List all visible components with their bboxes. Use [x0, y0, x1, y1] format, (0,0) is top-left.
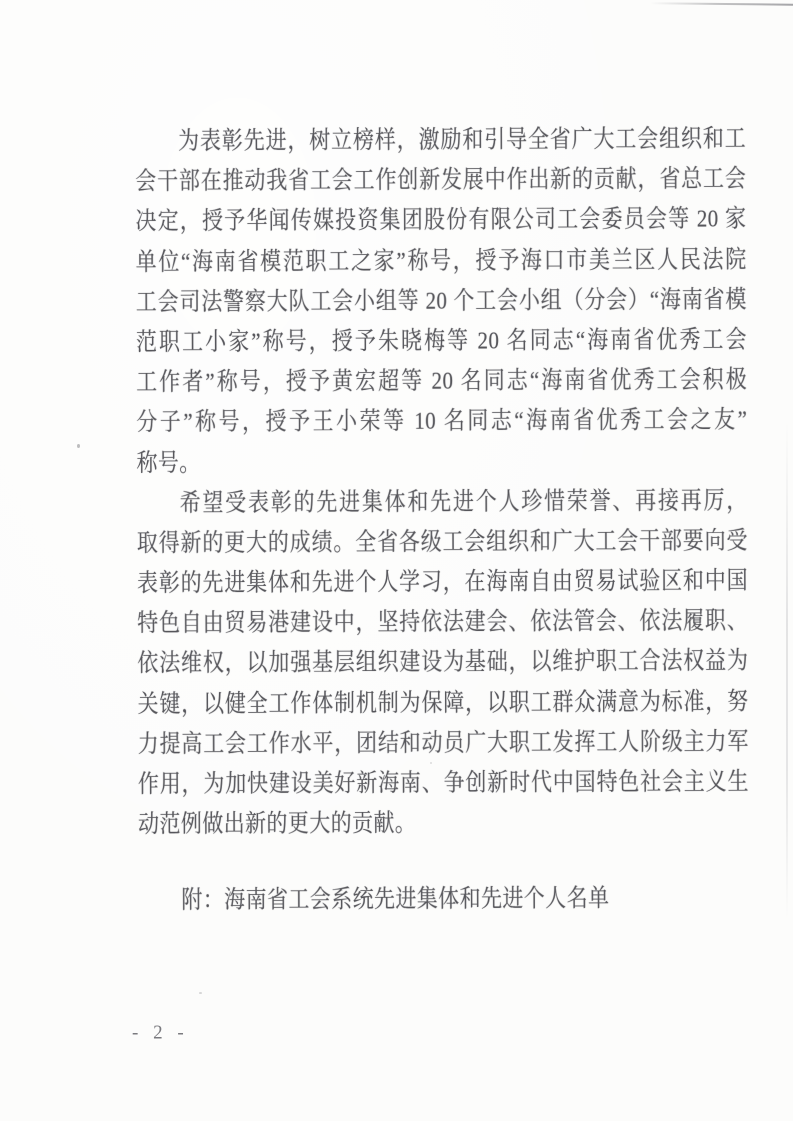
text-line: 决定，授予华闻传媒投资集团股份有限公司工会委员会等 20 家	[135, 204, 747, 236]
paragraph-call-to-action	[137, 480, 750, 844]
page-number: - 2 -	[132, 1021, 189, 1044]
scan-speck	[77, 444, 80, 448]
text-line: 分子”称号，授予王小荣等 10 名同志“海南省优秀工会之友”	[136, 405, 748, 437]
scan-edge-artifact-right	[786, 420, 788, 920]
text-line: 表彰的先进集体和先进个人学习，在海南自由贸易试验区和中国	[136, 566, 749, 597]
text-line: 范职工小家”称号，授予朱晓梅等 20 名同志“海南省优秀工会	[135, 325, 748, 356]
text-line: 为表彰先进，树立榜样，激励和引导全省广大工会组织和工	[178, 124, 747, 155]
text-line: 力提高工会工作水平，团结和动员广大职工发挥工人阶级主力军	[137, 727, 749, 758]
text-line: 附：海南省工会系统先进集体和先进个人名单	[181, 884, 610, 915]
document-body	[135, 118, 749, 920]
text-line: 取得新的更大的成绩。全省各级工会组织和广大工会干部要向受	[136, 526, 748, 557]
text-line: 作用，为加快建设美好新海南、争创新时代中国特色社会主义生	[137, 767, 749, 798]
text-line: 动范例做出新的更大的贡献。	[138, 809, 417, 839]
text-line: 称号。	[136, 448, 201, 477]
paragraph-commendation-decision	[135, 118, 748, 482]
text-line: 工会司法警察大队工会小组等 20 个工会小组（分会）“海南省模	[135, 285, 747, 316]
text-line: 希望受表彰的先进集体和先进个人珍惜荣誉、再接再厉，	[179, 486, 748, 517]
scan-speck	[199, 992, 202, 994]
attachment-note	[138, 878, 749, 921]
text-line: 单位“海南省模范职工之家”称号，授予海口市美兰区人民法院	[135, 244, 747, 276]
text-line: 会干部在推动我省工会工作创新发展中作出新的贡献，省总工会	[135, 164, 747, 196]
text-line: 工作者”称号，授予黄宏超等 20 名同志“海南省优秀工会积极	[136, 365, 748, 397]
text-line: 关键，以健全工作体制机制为保障，以职工群众满意为标准，努	[137, 687, 749, 718]
text-line: 依法维权，以加强基层组织建设为基础，以维护职工合法权益为	[137, 646, 749, 678]
scan-edge-artifact-top	[650, 2, 793, 5]
text-line: 特色自由贸易港建设中，坚持依法建会、依法管会、依法履职、	[137, 606, 749, 638]
